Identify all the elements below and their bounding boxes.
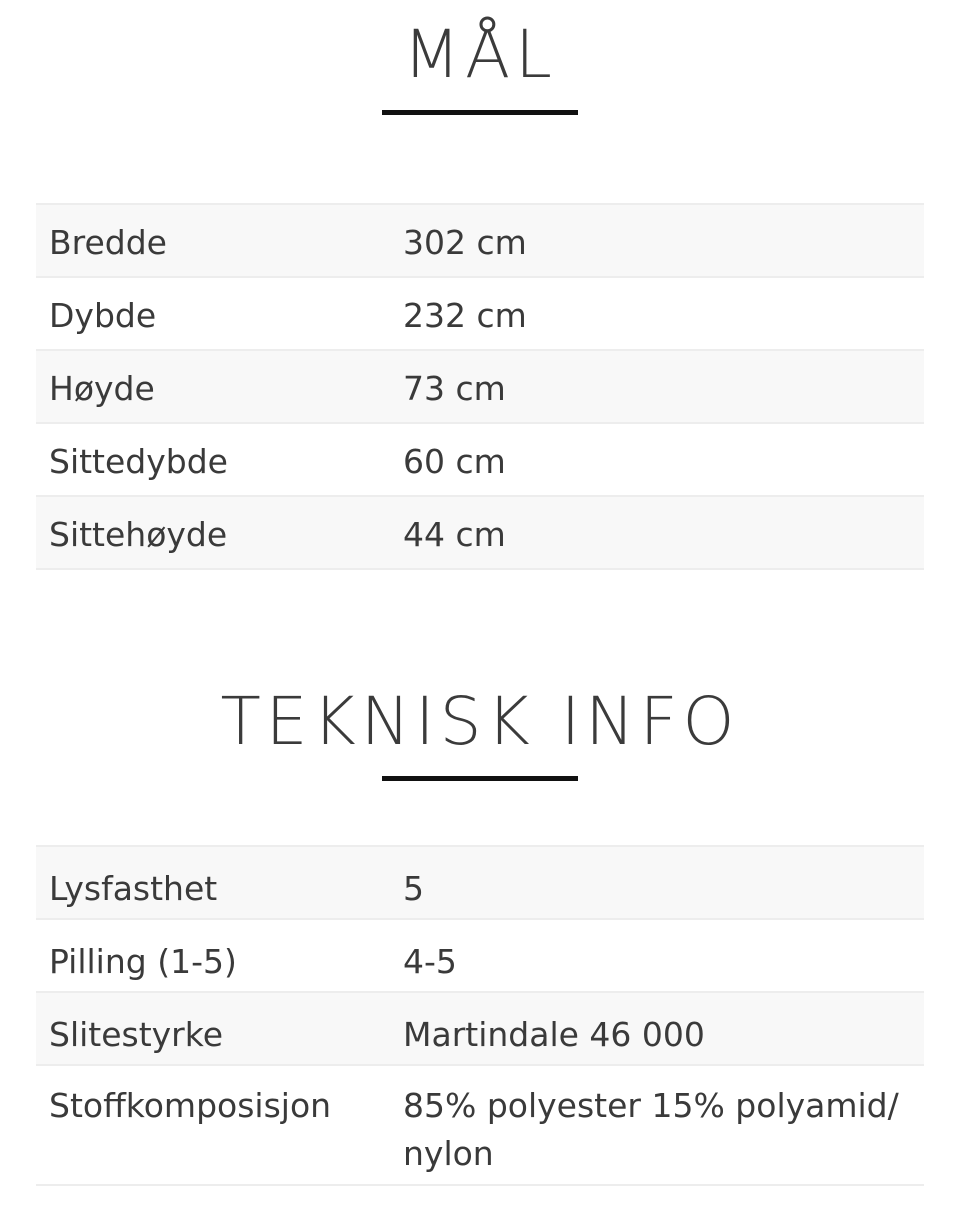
spec-value: 85% polyester 15% polyamid/nylon (403, 1086, 899, 1173)
spec-label: Bredde (49, 223, 167, 262)
table-row (36, 1065, 924, 1185)
spec-value: 5 (403, 869, 424, 908)
spec-value: Martindale 46 000 (403, 1015, 705, 1054)
spec-label: Sittedybde (49, 442, 228, 481)
title-underline (382, 110, 578, 115)
table-row (36, 204, 924, 277)
dimensions-table (36, 203, 924, 570)
spec-label: Dybde (49, 296, 157, 335)
spec-label: Lysfasthet (49, 869, 218, 908)
spec-label: Stoffkomposisjon (49, 1086, 332, 1125)
table-row (36, 846, 924, 919)
spec-value: 302 cm (403, 223, 527, 262)
spec-label: Pilling (1-5) (49, 942, 237, 981)
spec-value: 232 cm (403, 296, 527, 335)
table-row (36, 496, 924, 569)
spec-value: 73 cm (403, 369, 506, 408)
section-title-dimensions: MÅL (403, 16, 557, 93)
section-title-technical: TEKNISK INFO (220, 683, 740, 760)
spec-value: 44 cm (403, 515, 506, 554)
spec-value: 4-5 (403, 942, 457, 981)
title-underline (382, 776, 578, 781)
spec-label: Slitestyrke (49, 1015, 223, 1054)
technical-table (36, 845, 924, 1186)
spec-label: Sittehøyde (49, 515, 228, 554)
spec-value: 60 cm (403, 442, 506, 481)
table-row (36, 919, 924, 992)
table-row (36, 992, 924, 1065)
table-row (36, 350, 924, 423)
spec-label: Høyde (49, 369, 155, 408)
table-row (36, 423, 924, 496)
table-row (36, 277, 924, 350)
